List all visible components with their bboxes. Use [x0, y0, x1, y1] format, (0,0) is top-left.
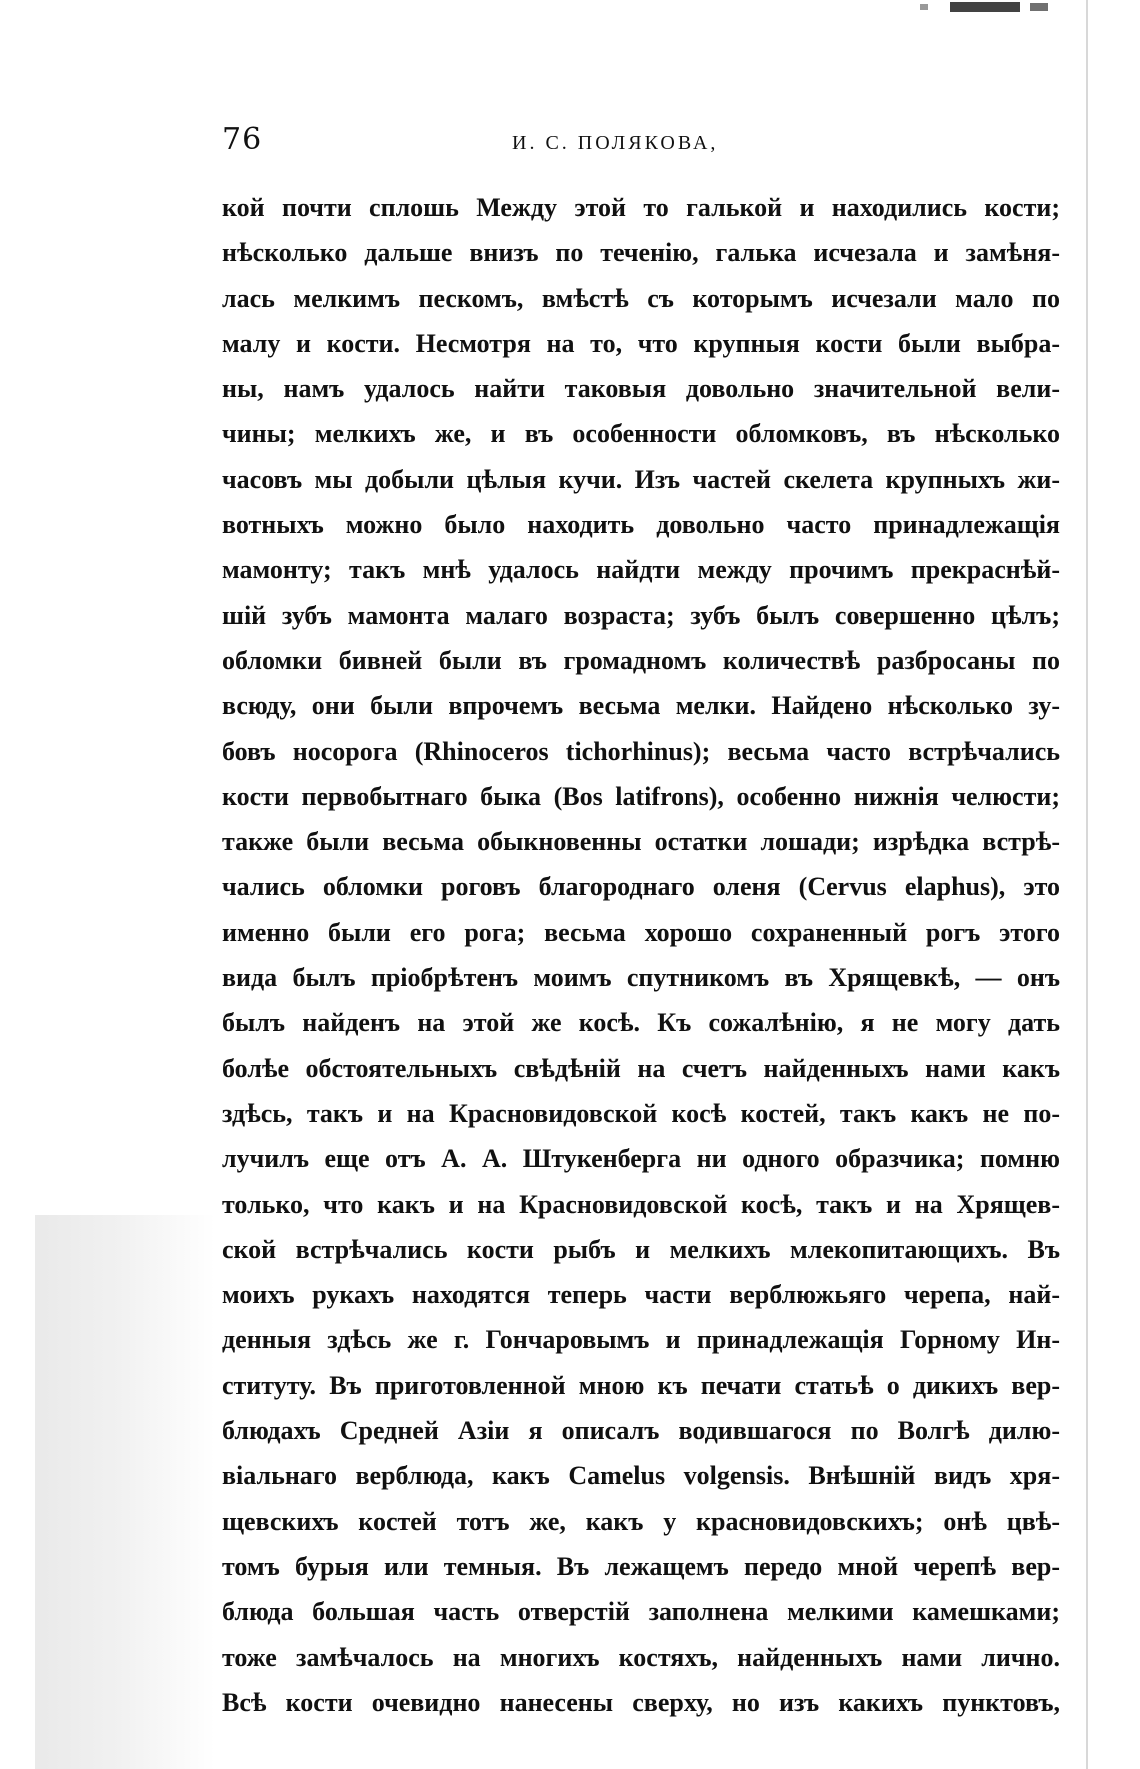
text-line: обломки бивней были въ громадномъ количествѣ разбросаны по [222, 645, 1060, 675]
text-line: часовъ мы добыли цѣлыя кучи. Изъ частей скелета крупныхъ жи- [222, 464, 1060, 494]
text-line: денныя здѣсь же г. Гончаровымъ и принадлежащія Горному Ин- [222, 1325, 1060, 1355]
text-line: здѣсь, такъ и на Красновидовской косѣ костей, такъ какъ не по- [222, 1098, 1060, 1128]
text-line: всюду, они были впрочемъ весьма мелки. Найдено нѣсколько зу- [222, 691, 1060, 721]
text-line: ны, намъ удалось найти таковыя довольно значительной вели- [222, 374, 1060, 404]
scan-edge-shadow [35, 1215, 215, 1769]
text-line: только, что какъ и на Красновидовской косѣ, такъ и на Хрящев- [222, 1189, 1060, 1219]
text-line: болѣе обстоятельныхъ свѣдѣній на счетъ найденныхъ нами какъ [222, 1053, 1060, 1083]
page-edge-rule [1086, 0, 1088, 1769]
text-line: віальнаго верблюда, какъ Camelus volgensis. Внѣшній видъ хря- [222, 1461, 1060, 1491]
text-line: чины; мелкихъ же, и въ особенности обломковъ, въ нѣсколько [222, 419, 1060, 449]
text-line: томъ бурыя или темныя. Въ лежащемъ передо мной черепѣ вер- [222, 1551, 1060, 1581]
text-line: былъ найденъ на этой же косѣ. Къ сожалѣнію, я не могу дать [222, 1008, 1060, 1038]
text-line: Всѣ кости очевидно нанесены сверху, но изъ какихъ пунктовъ, [222, 1687, 1060, 1717]
text-line: также были весьма обыкновенны остатки лошади; изрѣдка встрѣ- [222, 827, 1060, 857]
body-text [222, 185, 1060, 1725]
text-line: лучилъ еще отъ А. А. Штукенберга ни одного образчика; помню [222, 1144, 1060, 1174]
text-line: чались обломки роговъ благороднаго оленя (Cervus elaphus), это [222, 872, 1060, 902]
text-line: ской встрѣчались кости рыбъ и мелкихъ млекопитающихъ. Въ [222, 1234, 1060, 1264]
text-line: шій зубъ мамонта малаго возраста; зубъ былъ совершенно цѣлъ; [222, 600, 1060, 630]
text-line: бовъ носорога (Rhinoceros tichorhinus); весьма часто встрѣчались [222, 736, 1060, 766]
text-line: моихъ рукахъ находятся теперь части верблюжьяго черепа, най- [222, 1280, 1060, 1310]
text-line: кости первобытнаго быка (Bos latifrons), особенно нижнія челюсти; [222, 781, 1060, 811]
text-line: малу и кости. Несмотря на то, что крупныя кости были выбра- [222, 328, 1060, 358]
text-line: щевскихъ костей тотъ же, какъ у красновидовскихъ; онѣ цвѣ- [222, 1506, 1060, 1536]
page-number: 76 [222, 122, 263, 157]
scan-artifact-marks [860, 0, 1070, 18]
text-line: лась мелкимъ пескомъ, вмѣстѣ съ которымъ исчезали мало по [222, 283, 1060, 313]
text-line: ституту. Въ приготовленной мною къ печати статьѣ о дикихъ вер- [222, 1370, 1060, 1400]
text-line: кой почти сплошь Между этой то галькой и находились кости; [222, 193, 1060, 222]
text-line: вида былъ пріобрѣтенъ моимъ спутникомъ въ Хрящевкѣ, — онъ [222, 963, 1060, 993]
text-line: блюда большая часть отверстій заполнена мелкими камешками; [222, 1597, 1060, 1627]
page-header [222, 122, 1052, 166]
text-line: вотныхъ можно было находить довольно часто принадлежащія [222, 510, 1060, 540]
running-head: И. С. ПОЛЯКОВА, [512, 132, 719, 154]
text-line: нѣсколько дальше внизъ по теченію, галька исчезала и замѣня- [222, 238, 1060, 268]
text-line: именно были его рога; весьма хорошо сохраненный рогъ этого [222, 917, 1060, 947]
text-line: мамонту; такъ мнѣ удалось найдти между прочимъ прекраснѣй- [222, 555, 1060, 585]
text-line: блюдахъ Средней Азіи я описалъ водившагося по Волгѣ дилю- [222, 1416, 1060, 1446]
text-line: тоже замѣчалось на многихъ костяхъ, найденныхъ нами лично. [222, 1642, 1060, 1672]
